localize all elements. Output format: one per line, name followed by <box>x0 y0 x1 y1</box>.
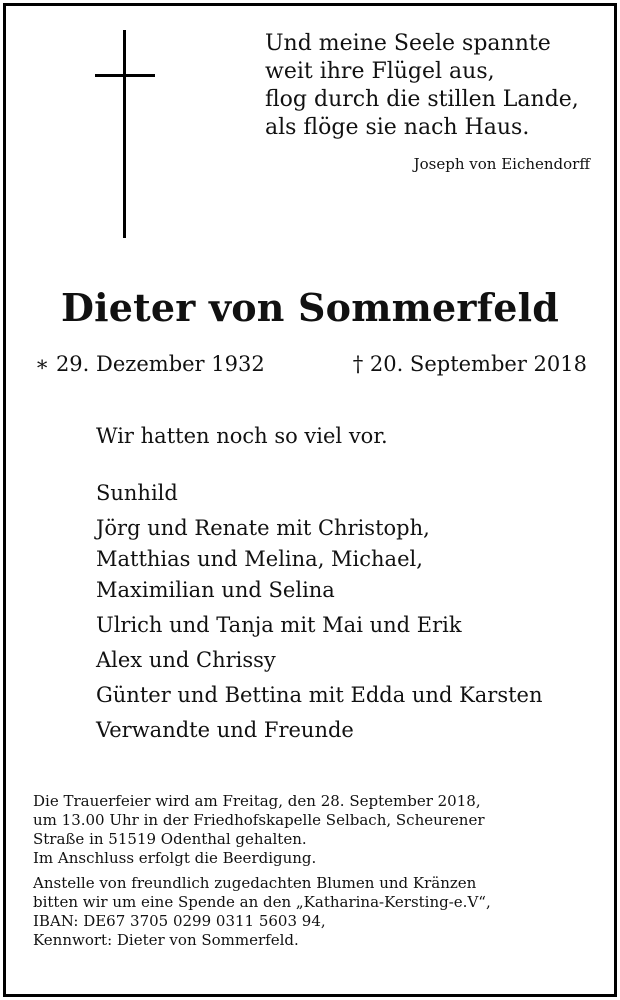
mourner-line: Maximilian und Selina <box>96 578 335 602</box>
cross-vertical-bar <box>123 30 126 238</box>
mourner-group <box>96 680 543 711</box>
mourning-statement: Wir hatten noch so viel vor. <box>96 424 388 448</box>
cross-horizontal-bar <box>95 74 155 77</box>
poem-author: Joseph von Eichendorff <box>413 155 590 173</box>
mourner-group <box>96 645 543 676</box>
donation-details <box>33 874 593 950</box>
mourner-group <box>96 715 543 746</box>
notice-line: Im Anschluss erfolgt die Beerdigung. <box>33 849 317 867</box>
poem-line: Und meine Seele spannte <box>265 31 551 56</box>
notice-line: bitten wir um eine Spende an den „Katharina-Kersting-e.V“, <box>33 893 491 911</box>
deceased-name: Dieter von Sommerfeld <box>61 285 559 330</box>
notice-line: Anstelle von freundlich zugedachten Blumen und Kränzen <box>33 874 477 892</box>
notice-line: Kennwort: Dieter von Sommerfeld. <box>33 931 299 949</box>
mourner-line: Jörg und Renate mit Christoph, <box>96 516 430 540</box>
mourner-group <box>96 610 543 641</box>
mourner-line: Verwandte und Freunde <box>96 718 354 742</box>
notice-line: IBAN: DE67 3705 0299 0311 5603 94, <box>33 912 326 930</box>
notice-line: Straße in 51519 Odenthal gehalten. <box>33 830 307 848</box>
funeral-details <box>33 792 593 868</box>
mourner-line: Matthias und Melina, Michael, <box>96 547 423 571</box>
poem-line: flog durch die stillen Lande, <box>265 87 579 112</box>
birth-date: ∗ 29. Dezember 1932 <box>35 352 265 376</box>
mourner-group <box>96 513 543 606</box>
mourner-line: Ulrich und Tanja mit Mai und Erik <box>96 613 462 637</box>
poem-line: weit ihre Flügel aus, <box>265 59 495 84</box>
death-date: † 20. September 2018 <box>352 352 587 376</box>
funeral-notice <box>33 792 593 956</box>
poem-line: als flöge sie nach Haus. <box>265 115 530 140</box>
notice-line: um 13.00 Uhr in der Friedhofskapelle Selbach, Scheurener <box>33 811 485 829</box>
mourner-group <box>96 478 543 509</box>
mourner-line: Alex und Chrissy <box>96 648 276 672</box>
notice-line: Die Trauerfeier wird am Freitag, den 28. September 2018, <box>33 792 481 810</box>
poem <box>265 30 595 142</box>
mourner-line: Sunhild <box>96 481 178 505</box>
mourners-list <box>96 478 543 750</box>
mourner-line: Günter und Bettina mit Edda und Karsten <box>96 683 543 707</box>
